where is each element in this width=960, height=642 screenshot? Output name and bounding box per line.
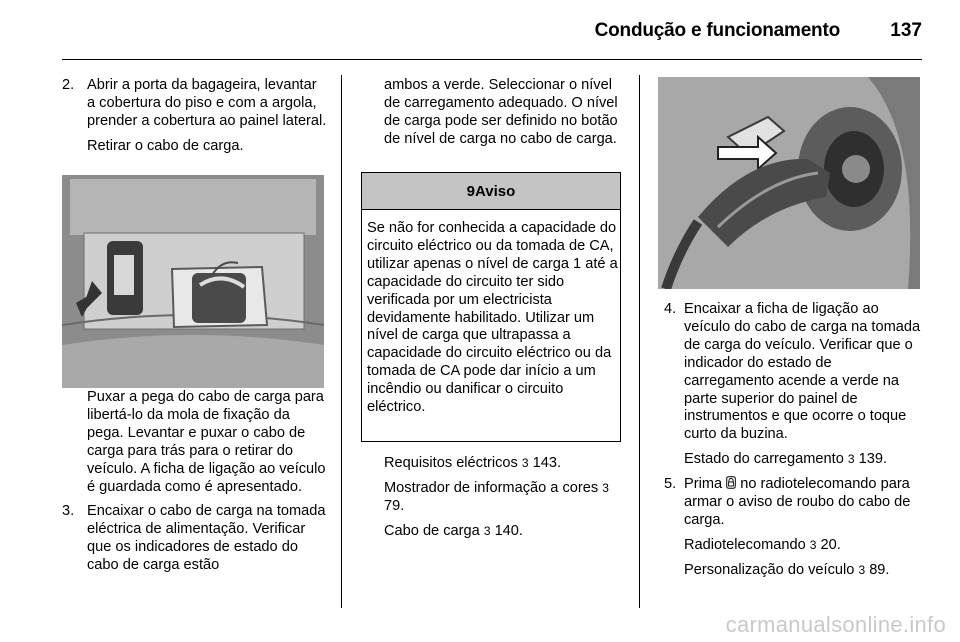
trunk-illustration [62,175,324,388]
page-header-title: Condução e funcionamento [594,20,840,41]
list-number: 3. [62,503,75,520]
step-2-text: Abrir a porta da bagageira, levantar a cobertura do piso e com a argola, prender a cobertura ao painel lateral. [87,77,327,129]
warning-icon: 9 [466,182,476,200]
column-divider-1 [341,75,342,608]
arrow-icon: 3 [602,480,609,495]
arrow-icon: 3 [483,523,491,538]
column-divider-2 [639,75,640,608]
column-1-top [62,77,327,156]
warning-text: Se não for conhecida a capacidade do circuito eléctrico ou da tomada de CA, utilizar apenas o nível de carga 1 até a capacidade do circuito ter sido verificada por um electricista devidamente habilitado. Utilizar um nível de carga que ultrapassa a capacidade do circuito eléctrico ou da tomada de CA pode dar início a um incêndio ou danificar o circuito eléctrico. [367,220,618,416]
warning-header [362,173,620,210]
column-2-bottom [384,455,624,541]
cross-reference: Radiotelecomando 3 20. [684,536,841,553]
column-2-top [384,77,626,149]
cross-reference: Estado do carregamento 3 139. [684,451,888,468]
arrow-icon: 3 [521,456,529,470]
step-2-after-text: Puxar a pega do cabo de carga para libertá-lo da mola de fixação da pega. Levantar e puxar o cabo de carga para trás para o retirar do veículo. A ficha de ligação ao veículo é guardada como é apresentado. [87,389,326,495]
step-3-text: Encaixar o cabo de carga na tomada eléctrica de alimentação. Verificar que os indicadores de estado do cabo de carga estão [87,503,326,574]
list-number: 2. [62,77,75,93]
step-5-text: Prima no radiotelecomando para armar o aviso de roubo do cabo de carga. [684,476,911,528]
cross-reference: Personalização do veículo 3 89. [684,561,890,578]
charging-plug-figure [658,77,920,289]
column-1-bottom [62,389,327,575]
list-number: 5. [664,476,677,493]
warning-box [361,172,621,442]
arrow-icon: 3 [847,452,855,467]
list-number: 4. [664,301,677,317]
cross-reference: Cabo de carga 3 140. [384,522,523,539]
cross-reference: Mostrador de informação a cores 3 79. [384,479,609,514]
watermark: carmanualsonline.info [725,612,946,637]
step-4-text: Encaixar a ficha de ligação ao veículo do cabo de carga na tomada de carga do veículo. Verificar que o indicador do estado de carregamento acende a verde na parte superior do painel de instrumentos e que ocorre o toque curto da buzina. [684,301,921,443]
warning-title: Aviso [475,182,516,200]
arrow-icon: 3 [809,537,817,552]
header-rule [62,59,922,60]
lock-key-icon [726,476,736,489]
column-3-text [664,301,924,580]
trunk-figure [62,175,324,388]
arrow-icon: 3 [858,562,866,577]
step-3-continued-text: ambos a verde. Seleccionar o nível de carregamento adequado. O nível de carga pode ser definido no botão de nível de carga no cabo de carga. [384,77,618,147]
page-number: 137 [890,20,922,41]
charging-plug-illustration [658,77,920,289]
cross-reference: Requisitos eléctricos 3 143. [384,455,562,471]
step-2-subtext: Retirar o cabo de carga. [87,137,244,154]
